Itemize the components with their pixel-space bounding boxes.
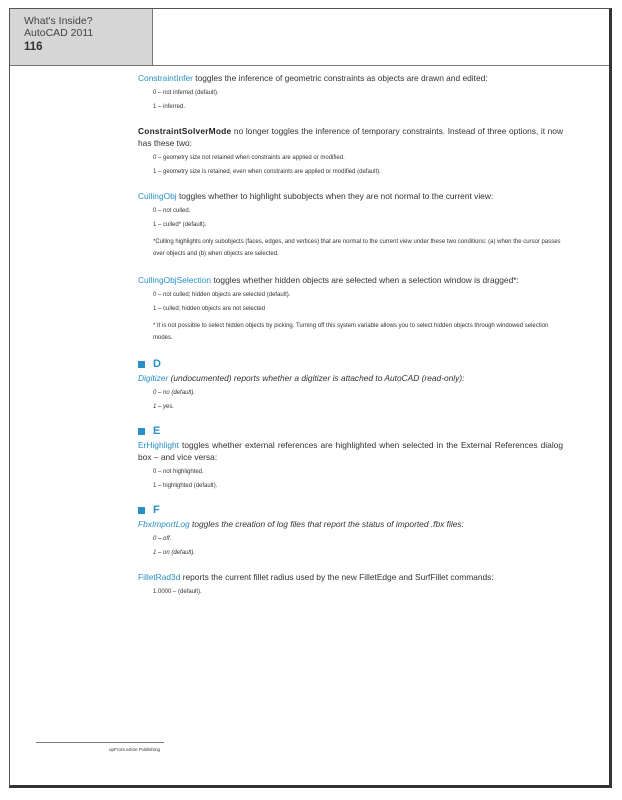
option-1: 1 – culled* (default). — [153, 222, 207, 228]
footer-text: upFront.eZine Publishing — [109, 747, 161, 752]
option-0: 0 – no (default). — [153, 390, 196, 396]
description-text: toggles whether to highlight subobjects when they are not normal to the current view: — [176, 191, 494, 201]
section-marker-icon — [138, 428, 145, 435]
variable-name: ErHighlight — [138, 440, 179, 450]
page-content — [138, 72, 563, 610]
entry-filletrad3d — [138, 571, 563, 596]
description-text: toggles whether hidden objects are selected when a selection window is dragged*: — [211, 275, 519, 285]
entry-erhighlight — [138, 439, 563, 490]
entry-description — [138, 439, 563, 463]
option-1: 1 – yes. — [153, 404, 175, 410]
section-heading-e — [138, 425, 563, 437]
option-1: 1 – inferred. — [153, 104, 186, 110]
option-0: 0 – geometry size not retained when constraints are applied or modified. — [153, 155, 345, 161]
description-text: no longer toggles the inference of temporary constraints. Instead of three options, it now has these two: — [138, 126, 563, 148]
header-title: What's Inside? — [24, 15, 93, 27]
option-1: 1 – geometry size is retained, even when constraints are applied or modified (default). — [153, 169, 381, 175]
entry-description — [138, 372, 563, 384]
entry-description — [138, 125, 563, 149]
description-text: reports the current fillet radius used by the new FilletEdge and SurfFillet commands: — [180, 572, 494, 582]
page-number: 116 — [24, 41, 43, 53]
variable-name: CullingObj — [138, 191, 177, 201]
entry-digitizer — [138, 372, 563, 411]
page-header — [10, 9, 153, 66]
option-0: 0 – not culled. — [153, 208, 191, 214]
option-0: 1.0000 – (default). — [153, 589, 202, 595]
header-divider — [153, 65, 609, 66]
option-0: 0 – not highlighted. — [153, 469, 204, 475]
section-letter: D — [153, 358, 161, 370]
option-1: 1 – highlighted (default). — [153, 483, 218, 489]
entry-fbximportlog — [138, 518, 563, 557]
variable-name: ConstraintSolverMode — [138, 126, 232, 136]
footnote: * It is not possible to select hidden objects by picking. Turning off this system variable allows you to select hidden objects through windowed selection modes. — [153, 323, 549, 341]
entry-description — [138, 571, 563, 583]
variable-name: Digitizer — [138, 373, 169, 383]
option-0: 0 – not culled; hidden objects are selected (default). — [153, 292, 291, 298]
description-text: toggles the creation of log files that report the status of imported .fbx files: — [189, 519, 464, 529]
variable-name: FilletRad3d — [138, 572, 181, 582]
section-marker-icon — [138, 361, 145, 368]
entry-description — [138, 190, 563, 202]
variable-name: ConstraintInfer — [138, 73, 193, 83]
entry-cullingobj — [138, 190, 563, 260]
variable-name: FbxImportLog — [138, 519, 190, 529]
header-subtitle: AutoCAD 2011 — [24, 27, 94, 39]
section-letter: E — [153, 425, 161, 437]
section-letter: F — [153, 504, 160, 516]
entry-constraintsolvermode — [138, 125, 563, 176]
entry-description — [138, 274, 563, 286]
option-0: 0 – not inferred (default). — [153, 90, 219, 96]
option-1: 1 – culled; hidden objects are not selected — [153, 306, 266, 312]
entry-cullingobjselection — [138, 274, 563, 344]
description-text: toggles whether external references are highlighted when selected in the External References dialog box – and vice versa: — [138, 440, 563, 462]
section-marker-icon — [138, 507, 145, 514]
description-text: toggles the inference of geometric constraints as objects are drawn and edited: — [192, 73, 488, 83]
description-text: (undocumented) reports whether a digitizer is attached to AutoCAD (read-only): — [168, 373, 465, 383]
section-heading-f — [138, 504, 563, 516]
entry-description — [138, 518, 563, 530]
variable-name: CullingObjSelection — [138, 275, 212, 285]
section-heading-d — [138, 358, 563, 370]
option-0: 0 – off. — [153, 536, 172, 542]
entry-constraintinfer — [138, 72, 563, 111]
entry-description — [138, 72, 563, 84]
option-1: 1 – on (default). — [153, 550, 196, 556]
footer-divider — [36, 742, 164, 743]
footnote: *Culling highlights only subobjects (faces, edges, and vertices) that are normal to the current view under these two conditions: (a) when the cursor passes over objects and (b) when objects are selected. — [153, 239, 561, 257]
